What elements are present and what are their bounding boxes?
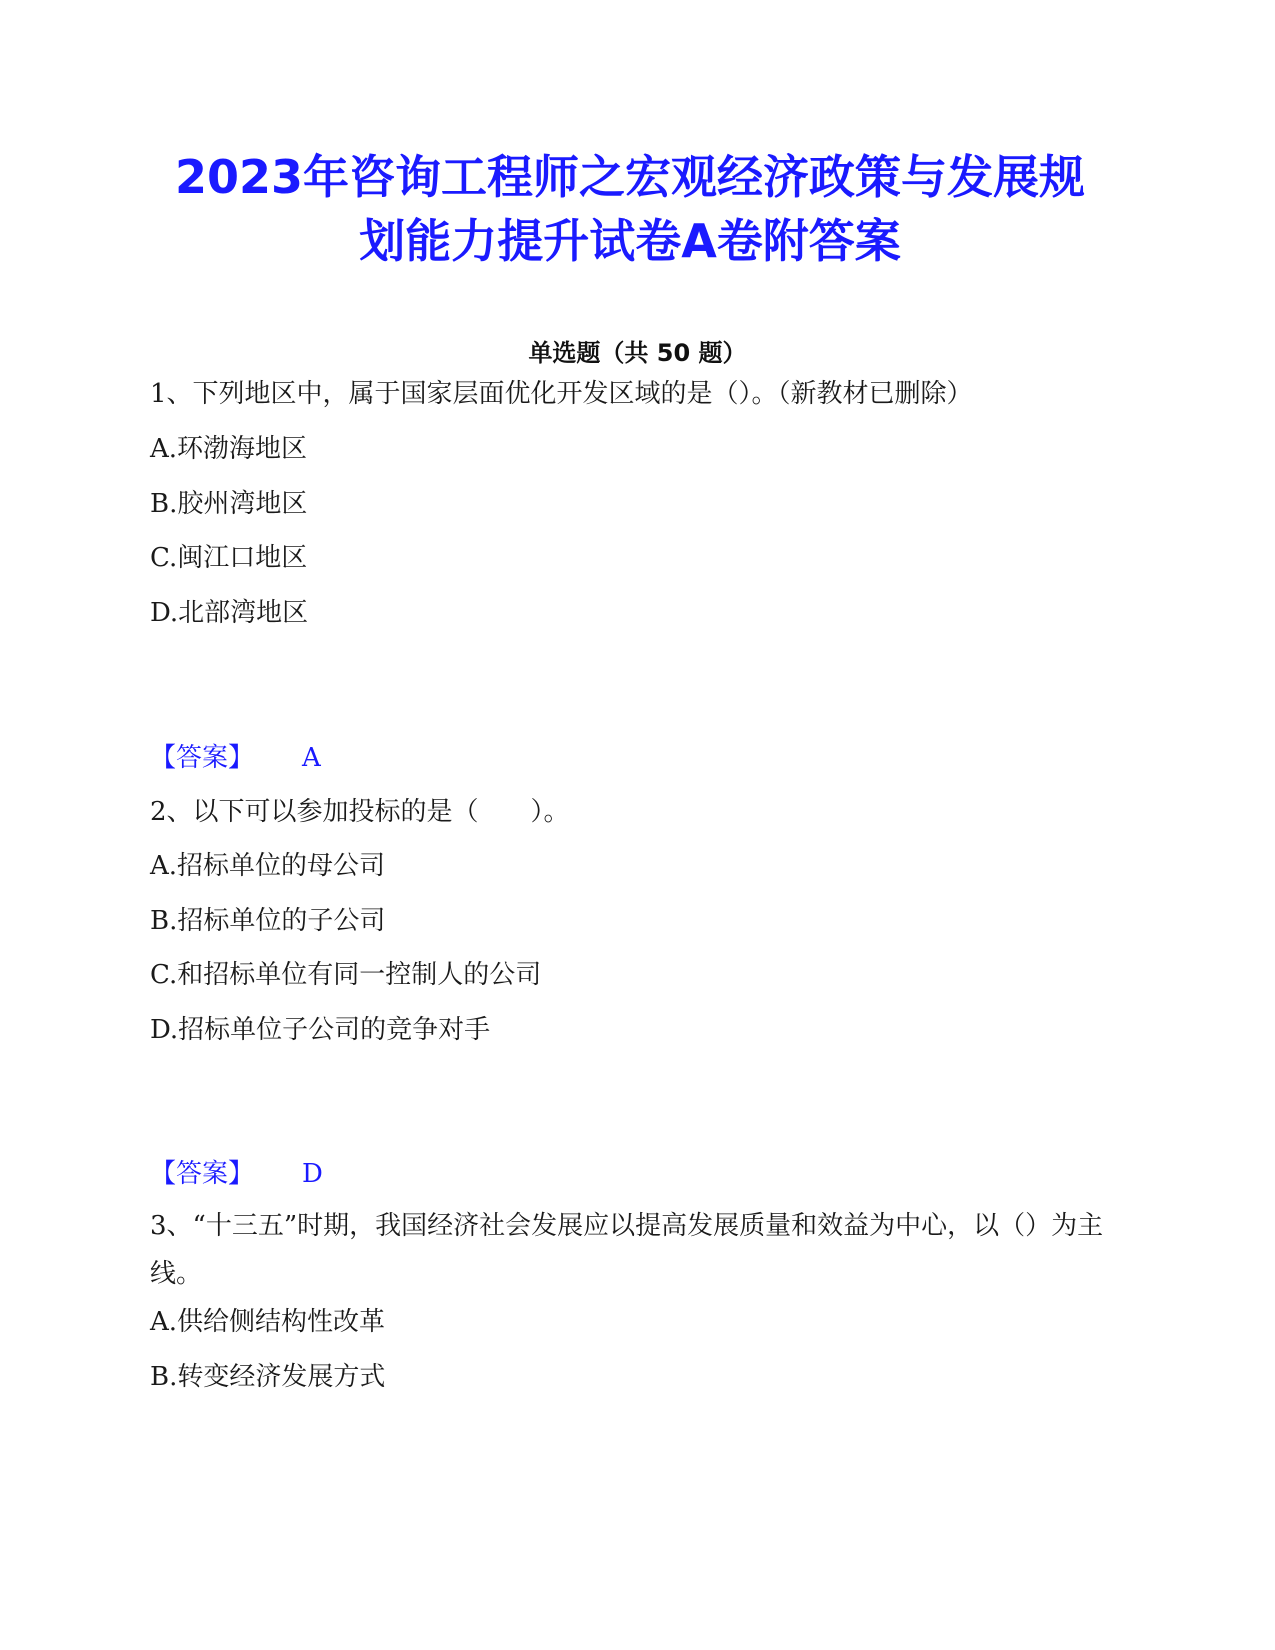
question-1-option-d: D.北部湾地区 [150,598,309,628]
title-line-2: 划能力提升试卷A卷附答案 [359,214,901,268]
question-1-option-c: C.闽江口地区 [150,543,308,573]
section-heading: 单选题（共 50 题） [528,339,747,367]
question-2-option-c: C.和招标单位有同一控制人的公司 [150,960,542,990]
title-line-1: 2023年咨询工程师之宏观经济政策与发展规 [174,150,1086,204]
question-1-option-b: B.胶州湾地区 [150,489,308,519]
question-2-option-d: D.招标单位子公司的竞争对手 [150,1015,491,1045]
question-2-option-a: A.招标单位的母公司 [150,851,386,881]
question-1-option-a: A.环渤海地区 [150,434,308,464]
document-title [140,145,1120,273]
question-3-option-b: B.转变经济发展方式 [150,1362,386,1392]
question-1-stem: 1、下列地区中，属于国家层面优化开发区域的是（）。（新教材已删除） [150,379,973,409]
answer-label: 【答案】 [150,1159,255,1189]
question-1-answer [150,741,321,775]
answer-label: 【答案】 [150,743,255,773]
question-2-stem: 2、以下可以参加投标的是（ ）。 [150,797,570,827]
question-2-answer [150,1157,323,1191]
answer-value: D [302,1159,323,1189]
question-3-option-a: A.供给侧结构性改革 [150,1307,386,1337]
answer-value: A [302,743,321,773]
question-3-stem: 3、“十三五”时期，我国经济社会发展应以提高发展质量和效益为中心，以（）为主线。 [150,1211,1104,1289]
question-2-option-b: B.招标单位的子公司 [150,906,386,936]
